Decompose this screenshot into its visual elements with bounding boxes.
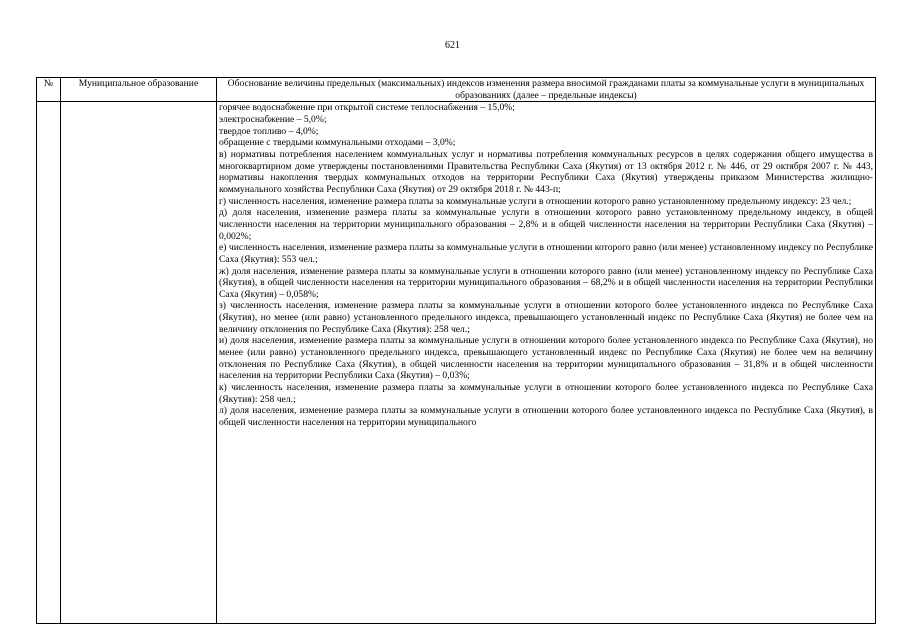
paragraph: е) численность населения, изменение размера платы за коммунальные услуги в отношении которого равно (или менее) установленному индексу по Республике Саха (Якутия): 553 чел.; <box>219 242 873 265</box>
paragraph: горячее водоснабжение при открытой системе теплоснабжения – 15,0%; <box>219 102 515 114</box>
table-header <box>37 78 876 102</box>
cell-justification <box>217 102 876 624</box>
header-row <box>37 78 876 102</box>
paragraph: и) доля населения, изменение размера платы за коммунальные услуги в отношении которого более установленного индекса по Республике Саха (Якутия), но менее (или равно) установленного предельного индекса, превышающего установленный индекс по Республике Саха (Якутия) не более чем на величину отклонения по Республике Саха (Якутия), в общей численности населения на территории муниципального образования – 31,8% и в общей численности населения на территории Республики Саха (Якутия) – 0,03%; <box>219 335 873 382</box>
header-number: № <box>37 78 61 102</box>
paragraph: в) нормативы потребления населением коммунальных услуг и нормативы потребления коммунальных ресурсов в целях содержания общего имущества в многоквартирном доме утверждены постановлениями Правительства Республики Саха (Якутия) от 13 октября 2012 г. № 446, от 29 октября 2007 г. № 443, нормативы накопления твердых коммунальных отходов на территории Республики Саха (Якутия) утверждены приказом Министерства жилищно-коммунального хозяйства Республики Саха (Якутия) от 29 октября 2018 г. № 443-п; <box>219 148 873 195</box>
paragraph: ж) доля населения, изменение размера платы за коммунальные услуги в отношении которого равно (или менее) установленному индексу по Республике Саха (Якутия), в общей численности населения на территории муниципального образования – 68,2% и в общей численности населения на территории Республики Саха (Якутия) – 0,058%; <box>219 265 873 300</box>
table-row <box>37 102 876 624</box>
paragraph: к) численность населения, изменение размера платы за коммунальные услуги в отношении которого более установленного индекса по Республике Саха (Якутия): 258 чел.; <box>219 382 873 405</box>
justification-text <box>219 102 873 623</box>
header-municipality: Муниципальное образование <box>61 78 217 102</box>
paragraph: г) численность населения, изменение размера платы за коммунальные услуги в отношении которого равно установленному предельному индексу: 23 чел.; <box>219 195 852 207</box>
paragraph: твердое топливо – 4,0%; <box>219 125 319 137</box>
indices-table <box>36 77 876 624</box>
page-number: 621 <box>445 40 460 51</box>
paragraph: л) доля населения, изменение размера платы за коммунальные услуги в отношении которого более установленного индекса по Республике Саха (Якутия), в общей численности населения на территории муниципального <box>219 405 873 429</box>
header-justification: Обоснование величины предельных (максимальных) индексов изменения размера вносимой гражданами платы за коммунальные услуги в муниципальных образованиях (далее – предельные индексы) <box>217 78 876 102</box>
cell-municipality <box>61 102 217 624</box>
cell-number <box>37 102 61 624</box>
table-body <box>37 102 876 624</box>
paragraph: электроснабжение – 5,0%; <box>219 113 327 125</box>
paragraph: обращение с твердыми коммунальными отходами – 3,0%; <box>219 137 456 149</box>
paragraph: д) доля населения, изменение размера платы за коммунальные услуги в отношении которого равно установленному предельному индексу, в общей численности населения на территории муниципального образования – 2,8% и в общей численности населения на территории Республики Саха (Якутия) – 0,002%; <box>219 207 873 242</box>
paragraph: з) численность населения, изменение размера платы за коммунальные услуги в отношении которого более установленного индекса по Республике Саха (Якутия), но менее (или равно) установленного предельного индекса, превышающего установленный индекс по Республике Саха (Якутия) не более чем на величину отклонения по Республике Саха (Якутия): 258 чел.; <box>219 300 873 335</box>
